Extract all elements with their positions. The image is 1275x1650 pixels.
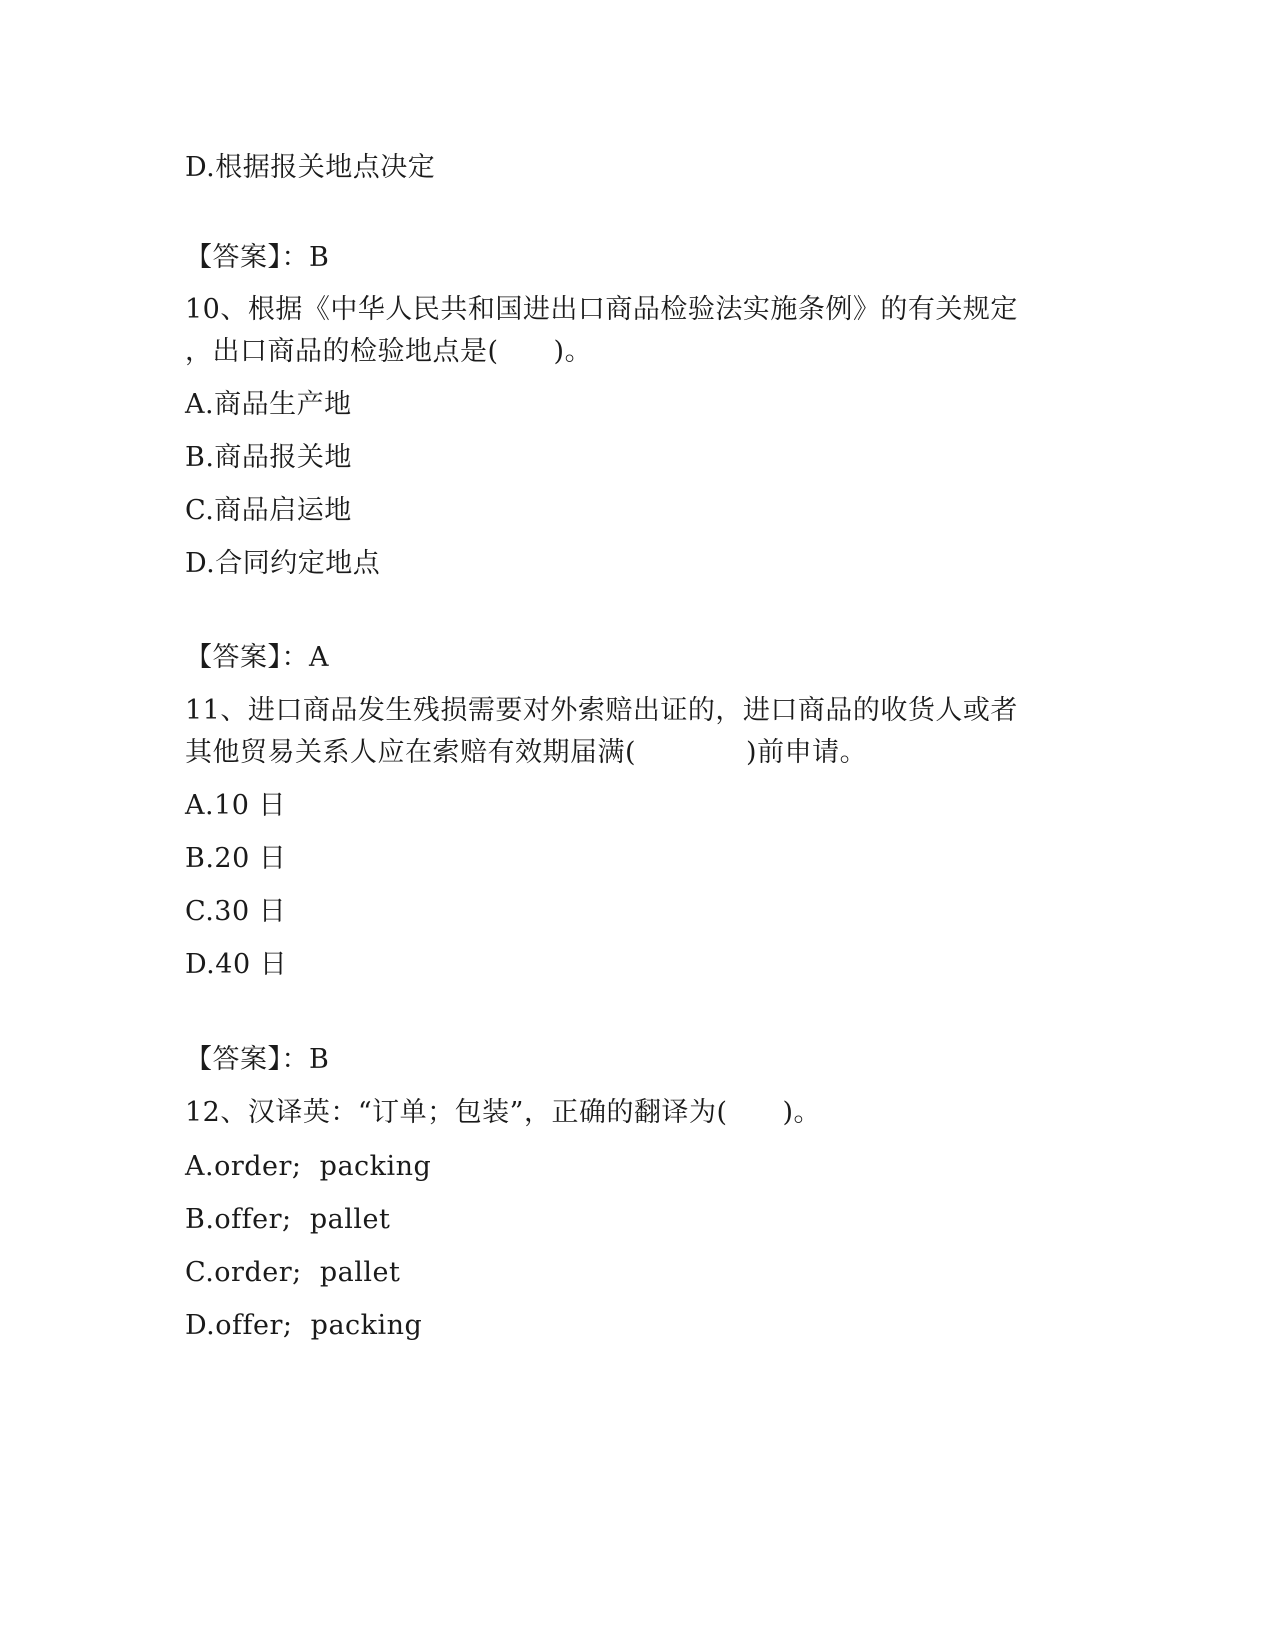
- q10-stem-line2: ，出口商品的检验地点是( )。: [185, 336, 593, 367]
- q11-option-b: B.20 日: [185, 843, 287, 874]
- q10-option-d: D.合同约定地点: [185, 548, 381, 579]
- q12-stem: 12、汉译英：“订单；包装”，正确的翻译为( )。: [185, 1097, 822, 1128]
- prev-answer: 【答案】：B: [185, 242, 330, 273]
- q10-stem-line1: 10、根据《中华人民共和国进出口商品检验法实施条例》的有关规定: [185, 294, 1018, 325]
- q12-option-b: B.offer; pallet: [185, 1204, 391, 1235]
- q12-option-d: D.offer; packing: [185, 1310, 423, 1341]
- q11-stem-line1: 11、进口商品发生残损需要对外索赔出证的，进口商品的收货人或者: [185, 695, 1018, 726]
- q11-option-a: A.10 日: [185, 790, 287, 821]
- q12-option-a: A.order; packing: [185, 1151, 432, 1182]
- prev-option-d: D.根据报关地点决定: [185, 152, 436, 183]
- q11-option-d: D.40 日: [185, 949, 288, 980]
- q12-option-c: C.order; pallet: [185, 1257, 401, 1288]
- q11-option-c: C.30 日: [185, 896, 287, 927]
- q10-option-b: B.商品报关地: [185, 442, 352, 473]
- q10-answer: 【答案】：A: [185, 642, 329, 673]
- q10-option-c: C.商品启运地: [185, 495, 352, 526]
- q11-stem-line2: 其他贸易关系人应在索赔有效期届满( )前申请。: [185, 737, 868, 768]
- q10-option-a: A.商品生产地: [185, 389, 352, 420]
- q11-answer: 【答案】：B: [185, 1044, 330, 1075]
